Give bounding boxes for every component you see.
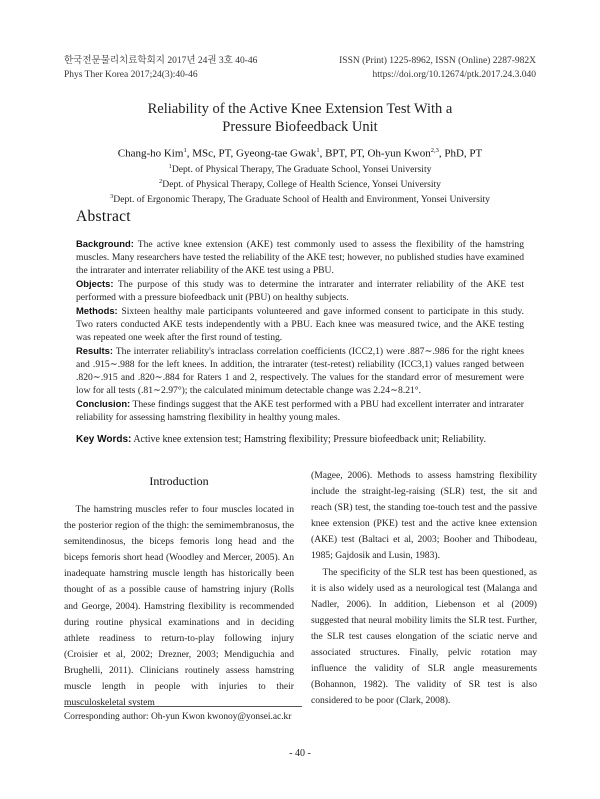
paper-title xyxy=(64,100,536,136)
abstract-text: The active knee extension (AKE) test commonly used to assess the flexibility of the hamstring muscles. Many researchers have tested the reliability of the AKE test; however, no published studies have examined the intrarater and interrater reliability of the AKE test using a PBU. xyxy=(76,239,524,276)
author-affiliation-mark: 1 xyxy=(316,147,320,154)
abstract-label: Methods: xyxy=(76,305,118,316)
paragraph: The hamstring muscles refer to four muscles located in the posterior region of the thigh: the semimembranosus, the semitendinosus, the biceps femoris long head and the biceps femoris short head (Woodley and Mercer, 2005). An inadequate hamstring muscle length has historically been thought of as a possible cause of hamstring injury (Rolls and George, 2004). Hamstring flexibility is recommended during routine physical examinations and in deciding athlete readiness to return-to-play following injury (Croisier et al, 2002; Drezner, 2003; Mendiguchia and Brughelli, 2011). Clinicians routinely assess hamstring muscle length in people with injuries to their musculoskeletal system xyxy=(64,504,294,709)
paragraph: The specificity of the SLR test has been questioned, as it is also widely used as a neurological test (Malanga and Nadler, 2006). In addition, Liebenson et al (2009) suggested that neural mobility limits the SLR test. Further, the SLR test causes elongation of the sciatic nerve and associated structures. Finally, pelvic rotation may influence the validity of SLR angle measurements (Bohannon, 1982). The validity of SR test is also considered to be poor (Clark, 2008). xyxy=(311,566,537,707)
author-name: Oh-yun Kwon xyxy=(367,147,431,160)
introduction-right-column xyxy=(311,468,537,709)
abstract-heading: Abstract xyxy=(76,208,131,225)
author-affiliation-mark: 1 xyxy=(183,147,187,154)
doi-link[interactable]: https://doi.org/10.12674/ptk.2017.24.3.040 xyxy=(372,70,536,80)
affiliation-mark: 3 xyxy=(110,193,114,200)
affiliation-mark: 2 xyxy=(159,178,163,185)
key-words xyxy=(76,434,536,445)
abstract-label: Background: xyxy=(76,238,134,249)
affiliation-text: Dept. of Physical Therapy, College of Health Science, Yonsei University xyxy=(162,179,441,191)
page-number: - 40 - xyxy=(289,748,311,759)
author-name: Gyeong-tae Gwak xyxy=(236,147,317,160)
journal-korean-citation: 한국전문물리치료학회지 2017년 24권 3호 40-46 xyxy=(64,56,258,66)
author-degrees: , PhD, PT xyxy=(438,147,483,160)
issn-line: ISSN (Print) 1225-8962, ISSN (Online) 2287-982X xyxy=(339,56,536,66)
affiliation-3 xyxy=(40,193,560,205)
abstract-text: The purpose of this study was to determine the intrarater and interrater reliability of the AKE test performed with a pressure biofeedback unit (PBU) on healthy subjects. xyxy=(76,279,524,303)
corresponding-author-footnote: Corresponding author: Oh-yun Kwon kwonoy@yonsei.ac.kr xyxy=(64,712,292,722)
abstract-conclusion xyxy=(76,397,524,424)
affiliation-mark: 1 xyxy=(168,163,172,170)
paper-title-line2: Pressure Biofeedback Unit xyxy=(222,119,378,135)
affiliation-text: Dept. of Physical Therapy, The Graduate School, Yonsei University xyxy=(171,164,432,176)
author-list xyxy=(40,147,560,160)
abstract-label: Results: xyxy=(76,345,113,356)
footnote-divider xyxy=(64,706,302,707)
key-words-text: Active knee extension test; Hamstring flexibility; Pressure biofeedback unit; Reliability. xyxy=(131,434,486,445)
author-name: Chang-ho Kim xyxy=(117,147,184,160)
affiliation-text: Dept. of Ergonomic Therapy, The Graduate School of Health and Environment, Yonsei University xyxy=(113,194,490,206)
author-degrees: , MSc, PT, xyxy=(186,147,236,160)
abstract-text: The interrater reliability's intraclass correlation coefficients (ICC2,1) were .887∼.986 for the right knees and .915∼.988 for the left knees. In addition, the intrarater (test-retest) reliability (ICC3,1) values ranged between .820∼.915 and .820∼.884 for Raters 1 and 2, respectively. The values for the standard error of mesurement were low for all tests (.81∼2.97°); the calculated minimum detectable change was 2.24∼8.21°. xyxy=(76,346,524,396)
abstract-results xyxy=(76,344,524,397)
abstract-background xyxy=(76,237,524,277)
abstract-methods xyxy=(76,304,524,344)
paper-title-line1: Reliability of the Active Knee Extension Test With a xyxy=(147,101,453,117)
abstract-text: These findings suggest that the AKE test performed with a PBU had excellent interrater and intrarater reliability for assessing hamstring flexibility in healthy young males. xyxy=(76,399,524,423)
abstract-label: Conclusion: xyxy=(76,398,131,409)
author-degrees: , BPT, PT, xyxy=(319,147,368,160)
key-words-label: Key Words: xyxy=(76,434,132,445)
journal-header-right xyxy=(339,54,536,82)
introduction-left-column xyxy=(64,502,294,711)
abstract-objects xyxy=(76,277,524,304)
affiliation-1 xyxy=(40,163,560,175)
paragraph: (Magee, 2006). Methods to assess hamstring flexibility include the straight-leg-raising (SLR) test, the sit and reach (SR) test, the standing toe-touch test and the passive knee extension (PKE) test and the active knee extension (AKE) test (Baltaci et al, 2003; Booher and Thibodeau, 1985; Gajdosik and Lusin, 1983). xyxy=(311,470,537,562)
author-affiliation-mark: 2,3 xyxy=(430,147,439,154)
introduction-heading: Introduction xyxy=(149,474,209,488)
affiliation-2 xyxy=(40,178,560,190)
abstract-body xyxy=(76,237,524,424)
journal-citation: Phys Ther Korea 2017;24(3):40-46 xyxy=(64,70,198,80)
abstract-text: Sixteen healthy male participants volunteered and gave informed consent to participate in this study. Two raters conducted AKE tests independently with a PBU. Each knee was measured twice, and the AKE testing was repeated one week after the first round of testing. xyxy=(76,306,524,343)
abstract-label: Objects: xyxy=(76,278,114,289)
journal-header-left xyxy=(64,54,257,82)
